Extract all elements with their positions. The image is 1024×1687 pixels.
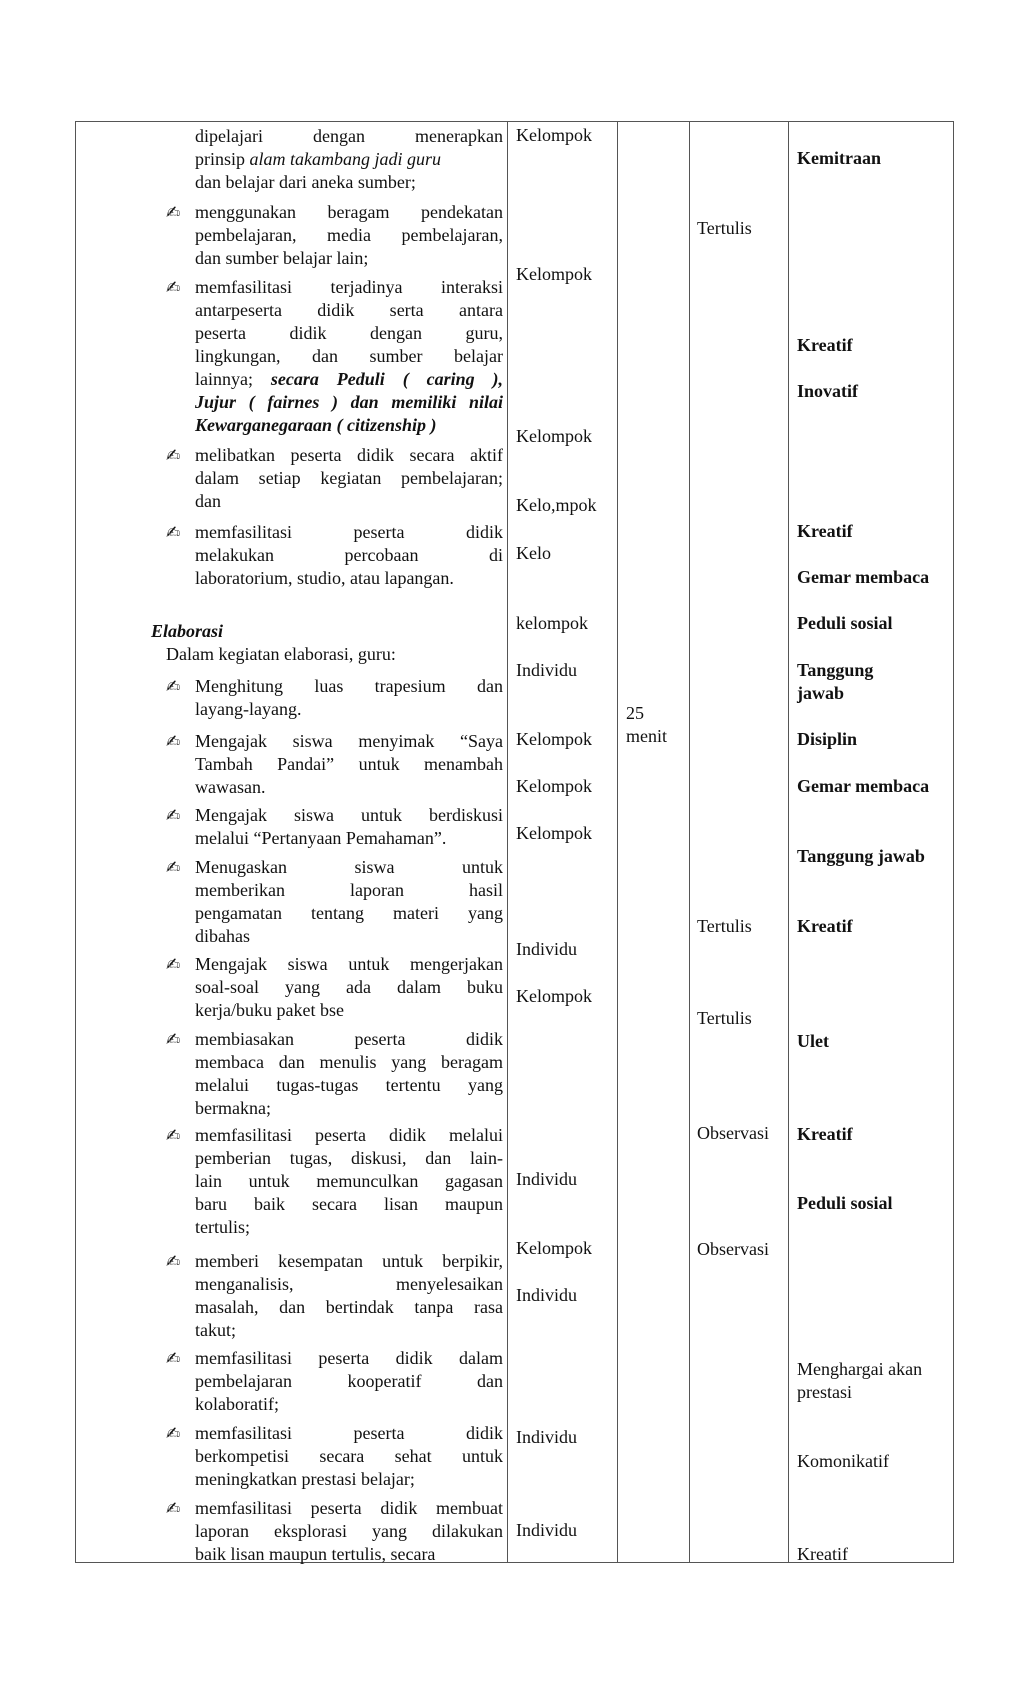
text-line: memberikan laporan hasil (195, 880, 503, 900)
list-item (105, 444, 503, 513)
character-value: Kreatif (797, 1544, 848, 1564)
assessment-cell: Tertulis (697, 1008, 752, 1028)
text-line: Mengajak siswa menyimak “Saya (195, 731, 503, 751)
text-line: wawasan. (195, 777, 266, 797)
list-item (105, 1497, 503, 1566)
list-item (105, 521, 503, 590)
grouping-cell: Individu (516, 939, 577, 959)
text-line: melalui tugas-tugas tertentu yang (195, 1075, 503, 1095)
writing-hand-icon: ✍ (166, 858, 181, 878)
grouping-cell: Individu (516, 1427, 577, 1447)
character-value: Kemitraan (797, 148, 881, 168)
text-line: Menugaskan siswa untuk (195, 857, 503, 877)
character-value: Kreatif (797, 916, 853, 936)
character-value: Komonikatif (797, 1451, 889, 1471)
text-line: bermakna; (195, 1098, 271, 1118)
grouping-cell: Kelompok (516, 1238, 592, 1258)
column-divider (689, 121, 690, 1563)
grouping-cell: kelompok (516, 613, 588, 633)
writing-hand-icon: ✍ (166, 955, 181, 975)
text-line: takut; (195, 1320, 236, 1340)
grouping-cell: Kelompok (516, 823, 592, 843)
character-value: Gemar membaca (797, 567, 930, 587)
character-value: Inovatif (797, 381, 859, 401)
list-item (105, 276, 503, 437)
list-item (105, 1028, 503, 1120)
character-value: Peduli sosial (797, 613, 893, 633)
text-line: melakukan percobaan di (195, 545, 503, 565)
list-item (105, 804, 503, 850)
text-line: dipelajari dengan menerapkan (195, 126, 503, 146)
text-line: Menghitung luas trapesium dan (195, 676, 503, 696)
column-divider (507, 121, 508, 1563)
text-line: Jujur ( fairnes ) dan memiliki nilai (195, 392, 503, 412)
writing-hand-icon: ✍ (166, 1499, 181, 1519)
text-line: dan sumber belajar lain; (195, 248, 369, 268)
text-line: pembelajaran, media pembelajaran, (195, 225, 503, 245)
grouping-cell: Kelo (516, 543, 551, 563)
text-line: memfasilitasi peserta didik (195, 1423, 503, 1443)
assessment-cell: Tertulis (697, 218, 752, 238)
text-line: kerja/buku paket bse (195, 1000, 344, 1020)
grouping-cell: Kelompok (516, 426, 592, 446)
text-line: prinsip alam takambang jadi guru (195, 149, 442, 169)
list-item (105, 1250, 503, 1342)
text-line: menggunakan beragam pendekatan (195, 202, 503, 222)
writing-hand-icon: ✍ (166, 1252, 181, 1272)
grouping-cell: Kelo,mpok (516, 495, 597, 515)
text-line: memfasilitasi terjadinya interaksi (195, 277, 503, 297)
text-line: pemberian tugas, diskusi, dan lain- (195, 1148, 503, 1168)
character-value: Peduli sosial (797, 1193, 893, 1213)
grouping-cell: Individu (516, 1520, 577, 1540)
text-line: menganalisis, menyelesaikan (195, 1274, 503, 1294)
text-line: memfasilitasi peserta didik membuat (195, 1498, 503, 1518)
writing-hand-icon: ✍ (166, 203, 181, 223)
list-item (105, 1347, 503, 1416)
character-value: Gemar membaca (797, 776, 930, 796)
text-line: tertulis; (195, 1217, 250, 1237)
grouping-cell: Individu (516, 1285, 577, 1305)
writing-hand-icon: ✍ (166, 1349, 181, 1369)
writing-hand-icon: ✍ (166, 1424, 181, 1444)
text-line: laboratorium, studio, atau lapangan. (195, 568, 454, 588)
character-value: Kreatif (797, 521, 853, 541)
text-line: Mengajak siswa untuk mengerjakan (195, 954, 503, 974)
section-intro: Dalam kegiatan elaborasi, guru: (166, 644, 396, 664)
text-line: memberi kesempatan untuk berpikir, (195, 1251, 503, 1271)
character-value: Tanggung (797, 660, 874, 680)
writing-hand-icon: ✍ (166, 1030, 181, 1050)
writing-hand-icon: ✍ (166, 278, 181, 298)
text-line: Tambah Pandai” untuk menambah (195, 754, 503, 774)
list-item (105, 953, 503, 1022)
text-line: lainnya; secara Peduli ( caring ), (195, 369, 503, 389)
column-divider (617, 121, 618, 1563)
text-line: melalui “Pertanyaan Pemahaman”. (195, 828, 447, 848)
text-line: melibatkan peserta didik secara aktif (195, 445, 503, 465)
grouping-cell: Kelompok (516, 986, 592, 1006)
character-value: Kreatif (797, 335, 853, 355)
section-title: Elaborasi (151, 621, 224, 641)
grouping-cell: Kelompok (516, 264, 592, 284)
text-line: laporan eksplorasi yang dilakukan (195, 1521, 503, 1541)
character-value: prestasi (797, 1382, 852, 1402)
text-line: memfasilitasi peserta didik melalui (195, 1125, 503, 1145)
text-line: peserta didik dengan guru, (195, 323, 503, 343)
assessment-cell: Observasi (697, 1239, 769, 1259)
assessment-cell: Tertulis (697, 916, 752, 936)
grouping-cell: Individu (516, 660, 577, 680)
column-divider (788, 121, 789, 1563)
writing-hand-icon: ✍ (166, 446, 181, 466)
grouping-cell: Kelompok (516, 776, 592, 796)
character-value: Ulet (797, 1031, 829, 1051)
list-item (105, 1124, 503, 1239)
text-line: membaca dan menulis yang beragam (195, 1052, 503, 1072)
time-unit: menit (626, 726, 667, 746)
character-value: Tanggung jawab (797, 846, 925, 866)
list-item (105, 675, 503, 721)
character-value: jawab (797, 683, 845, 703)
list-item (105, 856, 503, 948)
text-line: meningkatkan prestasi belajar; (195, 1469, 415, 1489)
text-line: kolaboratif; (195, 1394, 279, 1414)
text-line: Mengajak siswa untuk berdiskusi (195, 805, 503, 825)
text-line: masalah, dan bertindak tanpa rasa (195, 1297, 503, 1317)
time-value: 25 (626, 703, 644, 723)
writing-hand-icon: ✍ (166, 677, 181, 697)
character-value: Disiplin (797, 729, 858, 749)
intro-paragraph (105, 125, 503, 194)
grouping-cell: Kelompok (516, 729, 592, 749)
writing-hand-icon: ✍ (166, 1126, 181, 1146)
text-line: dibahas (195, 926, 250, 946)
text-line: baru baik secara lisan maupun (195, 1194, 503, 1214)
text-line: membiasakan peserta didik (195, 1029, 503, 1049)
grouping-cell: Individu (516, 1169, 577, 1189)
text-line: layang-layang. (195, 699, 302, 719)
writing-hand-icon: ✍ (166, 806, 181, 826)
list-item (105, 730, 503, 799)
text-line: memfasilitasi peserta didik dalam (195, 1348, 503, 1368)
text-line: berkompetisi secara sehat untuk (195, 1446, 503, 1466)
text-line: dan (195, 491, 221, 511)
list-item (105, 1422, 503, 1491)
character-value: Menghargai akan (797, 1359, 923, 1379)
grouping-cell: Kelompok (516, 125, 592, 145)
text-line: antarpeserta didik serta antara (195, 300, 503, 320)
assessment-cell: Observasi (697, 1123, 769, 1143)
text-line: dan belajar dari aneka sumber; (195, 172, 416, 192)
text-line: lingkungan, dan sumber belajar (195, 346, 503, 366)
text-line: Kewarganegaraan ( citizenship ) (195, 415, 437, 435)
writing-hand-icon: ✍ (166, 732, 181, 752)
text-line: baik lisan maupun tertulis, secara (195, 1544, 436, 1564)
text-line: dalam setiap kegiatan pembelajaran; (195, 468, 503, 488)
character-value: Kreatif (797, 1124, 853, 1144)
text-line: pembelajaran kooperatif dan (195, 1371, 503, 1391)
text-line: soal-soal yang ada dalam buku (195, 977, 503, 997)
text-line: pengamatan tentang materi yang (195, 903, 503, 923)
text-line: lain untuk memunculkan gagasan (195, 1171, 503, 1191)
writing-hand-icon: ✍ (166, 523, 181, 543)
list-item (105, 201, 503, 270)
text-line: memfasilitasi peserta didik (195, 522, 503, 542)
